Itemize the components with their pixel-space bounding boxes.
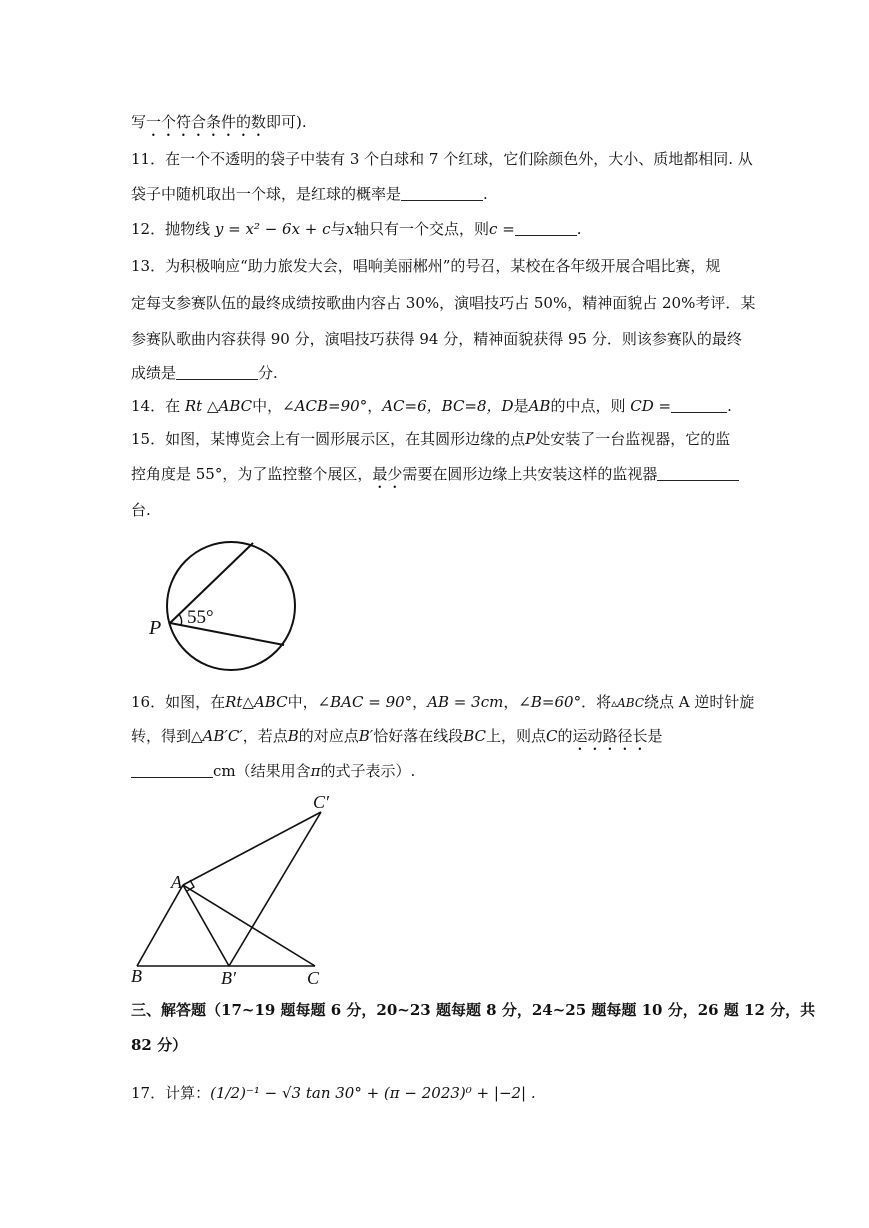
label-A: A (171, 872, 182, 892)
answer-blank (401, 184, 483, 201)
question-15-line-1: 15．如图，某博览会上有一圆形展示区，在其圆形边缘的点P处安装了一台监视器，它的监 (131, 430, 731, 448)
math-expression: (1/2)⁻¹ − √3 tan 30° + (π − 2023)⁰ + |−2| . (210, 1084, 536, 1102)
question-13-line-2: 定每支参赛队伍的最终成绩按歌曲内容占 30%，演唱技巧占 50%，精神面貌占 20%考评．某 (131, 294, 756, 312)
question-13-line-1: 13．为积极响应“助力旅发大会，唱响美丽郴州”的号召，某校在各年级开展合唱比赛，规 (131, 257, 721, 275)
label-B: B (131, 966, 142, 986)
question-16-line-1: 16．如图，在Rt△ABC中，∠BAC = 90°，AB = 3cm，∠B=60°．将▵ABC绕点 A 逆时针旋 (131, 693, 755, 711)
question-17-line: 17．计算：(1/2)⁻¹ − √3 tan 30° + (π − 2023)⁰ + |−2| . (131, 1084, 536, 1102)
answer-blank (657, 464, 739, 481)
answer-blank (515, 219, 577, 236)
question-14-line: 14．在 Rt △ABC中，∠ACB=90°，AC=6，BC=8，D是AB的中点，则 CD = . (131, 397, 732, 415)
section-3-heading-line-1: 三、解答题（17~19 题每题 6 分，20~23 题每题 8 分，24~25 题每题 10 分，26 题 12 分，共 (131, 1001, 816, 1019)
segment-AB (137, 885, 183, 966)
emphasized-text: 最少 (372, 465, 403, 483)
emphasized-text: 运动路径长 (572, 727, 648, 745)
question-12-line: 12．抛物线 y = x² − 6x + c与x轴只有一个交点，则c = . (131, 220, 582, 238)
question-13-line-3: 参赛队歌曲内容获得 90 分，演唱技巧获得 94 分，精神面貌获得 95 分．则该参赛队的最终 (131, 330, 742, 348)
label-C-prime: C′ (313, 792, 329, 812)
emphasized-text: 一个符合条件的数 (146, 113, 267, 131)
answer-blank (671, 396, 727, 413)
answer-blank (176, 363, 258, 380)
figure-16-triangle-diagram (131, 788, 361, 988)
question-11-line-2: 袋子中随机取出一个球，是红球的概率是 . (131, 185, 488, 203)
text-line (131, 112, 307, 140)
segment-AC (183, 885, 315, 966)
segment-AC-prime (183, 812, 321, 885)
text-segment: 即可). (266, 113, 307, 131)
math-expression: y = x² − 6x + c (214, 220, 331, 238)
label-B-prime: B′ (221, 968, 236, 988)
segment-B-prime-C-prime (229, 812, 321, 966)
answer-blank (131, 761, 213, 778)
question-16-line-2: 转，得到△AB′C′，若点B的对应点B′恰好落在线段BC上，则点C的运动路径长是 (131, 727, 663, 745)
label-C: C (307, 968, 320, 988)
section-3-heading-line-2: 82 分） (131, 1036, 188, 1054)
question-11-line-1: 11．在一个不透明的袋子中装有 3 个白球和 7 个红球，它们除颜色外，大小、质地都相同. 从 (131, 150, 753, 168)
segment-AB-prime (183, 885, 229, 966)
question-13-line-4: 成绩是 分. (131, 364, 278, 382)
question-16-line-3: cm（结果用含π的式子表示）. (131, 761, 415, 781)
figure-15-circle-diagram (131, 530, 311, 680)
question-15-line-2: 控角度是 55°，为了监控整个展区，最少需要在圆形边缘上共安装这样的监视器 (131, 464, 739, 492)
question-15-line-3: 台. (131, 501, 151, 519)
point-p-label: P (149, 617, 162, 639)
angle-arc (179, 614, 182, 625)
angle-label: 55° (187, 607, 214, 628)
text-segment: 写 (131, 113, 147, 131)
